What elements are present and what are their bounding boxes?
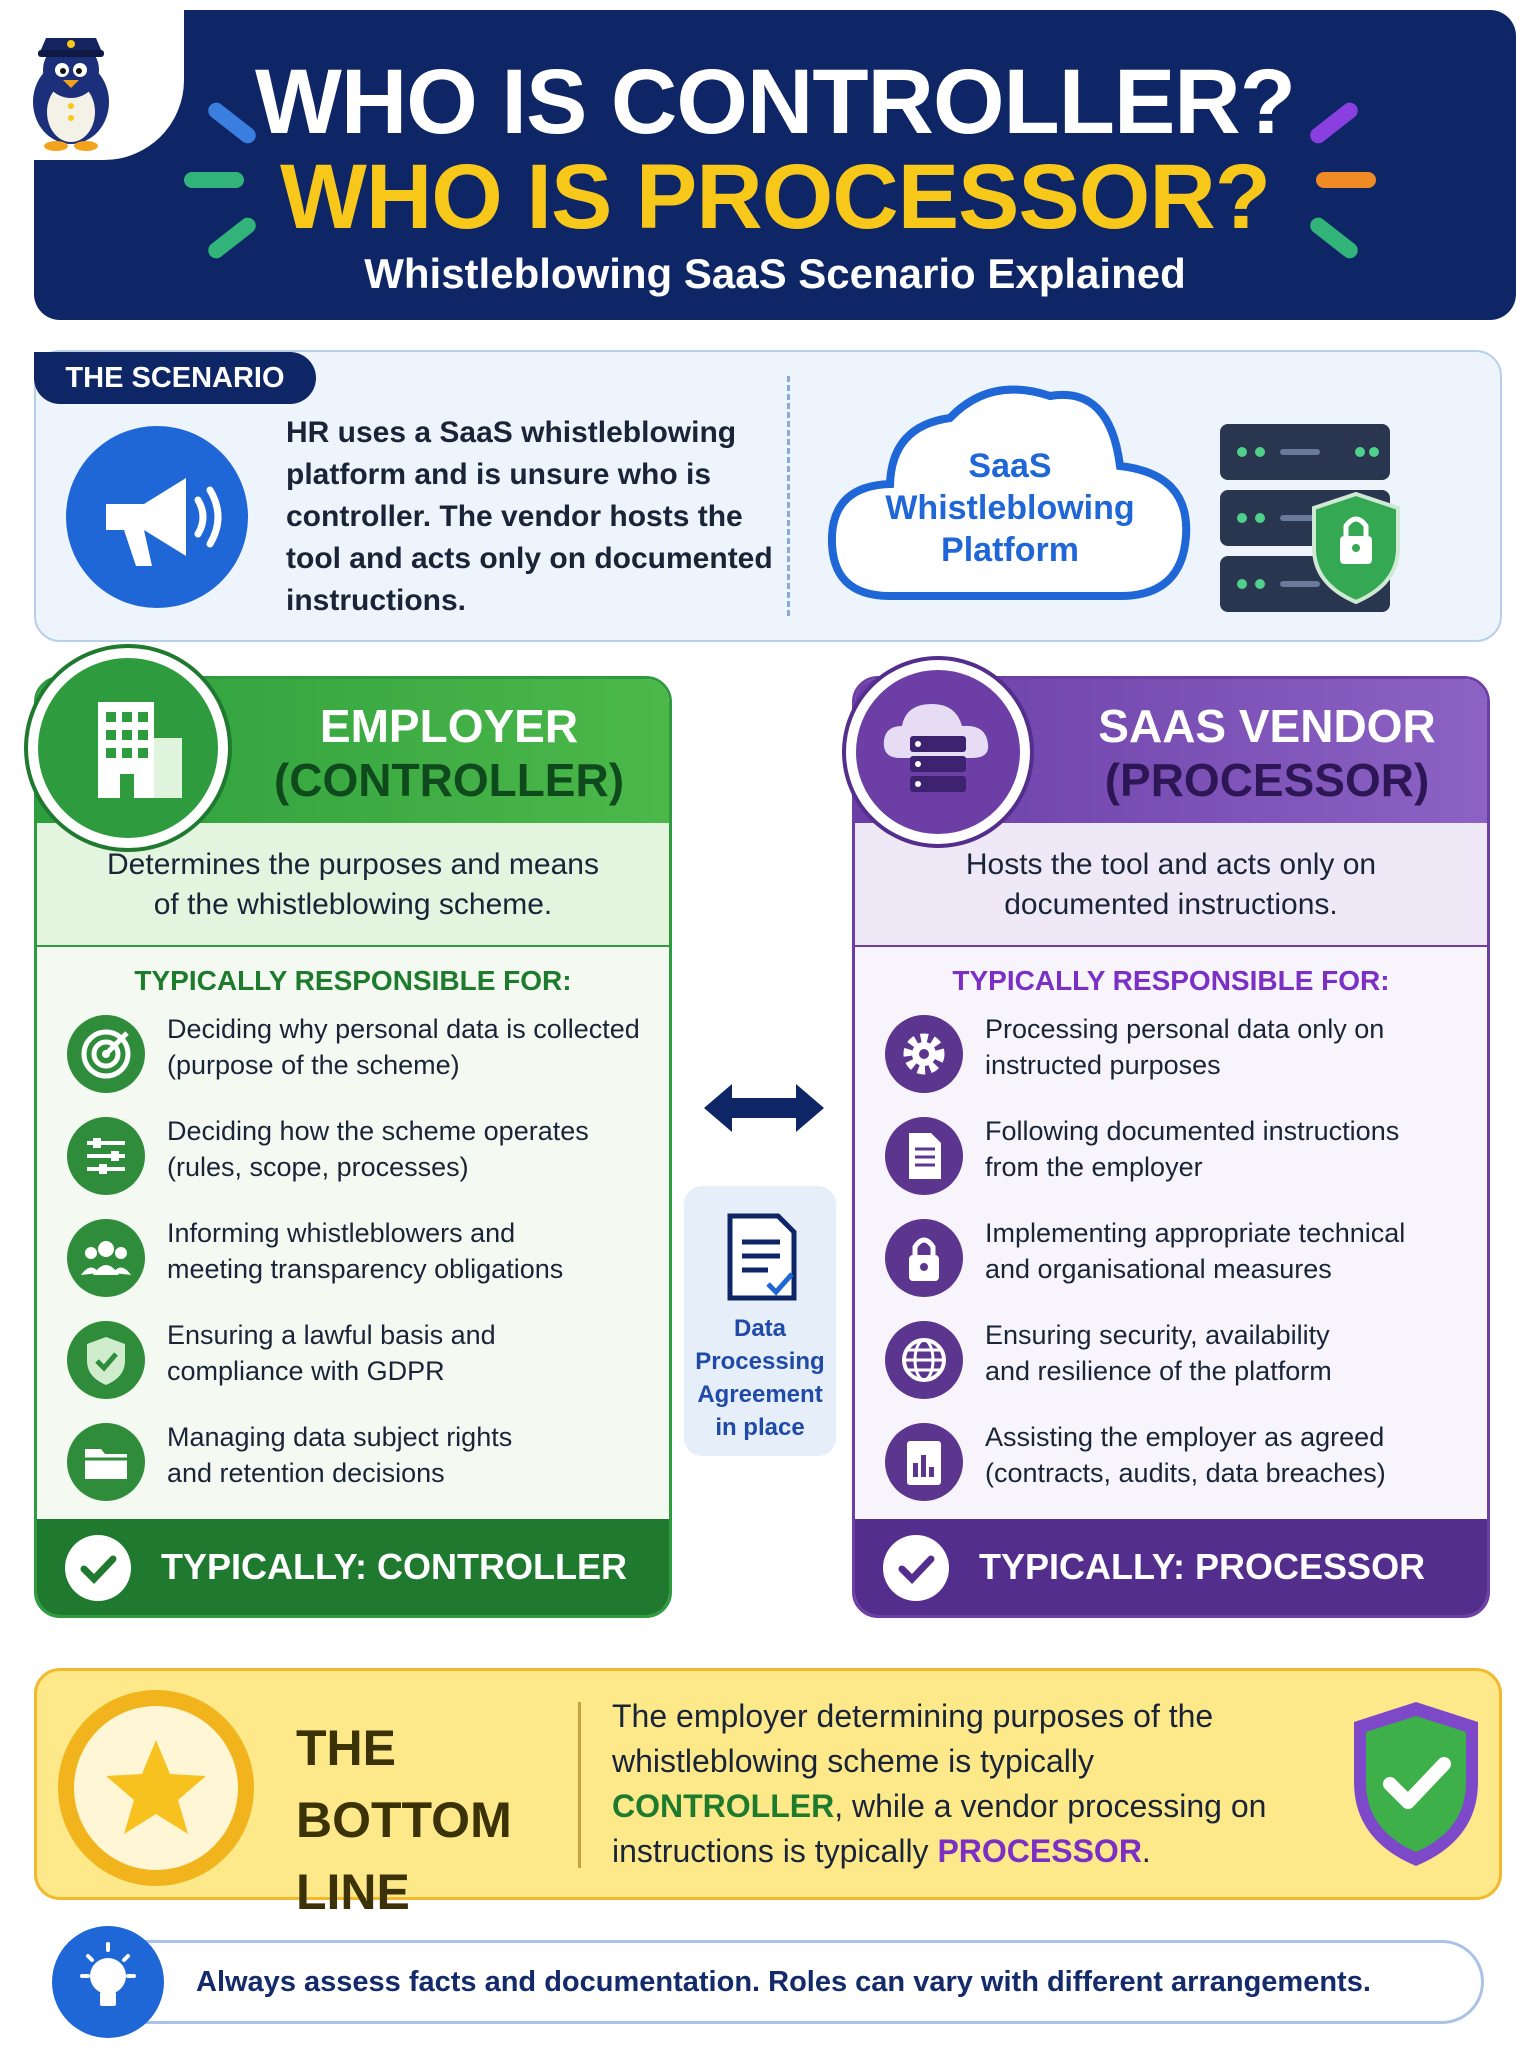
employer-role-text: (CONTROLLER) bbox=[273, 754, 625, 806]
sparkle-icon bbox=[1316, 172, 1376, 188]
item-line: Ensuring a lawful basis and bbox=[167, 1320, 496, 1350]
bottom-line-text-part: . bbox=[1141, 1833, 1151, 1869]
bottom-line-title-line: THE BOTTOM bbox=[296, 1720, 512, 1848]
keyword-controller: CONTROLLER bbox=[612, 1788, 835, 1824]
bottom-line-text bbox=[612, 1694, 1332, 1874]
tip-text: Always assess facts and documentation. Roles can vary with different arrangements. bbox=[196, 1966, 1371, 1998]
shield-check-icon bbox=[1346, 1696, 1486, 1872]
header-banner bbox=[34, 10, 1516, 320]
item-line: Deciding how the scheme operates bbox=[167, 1116, 589, 1146]
bottom-line-divider bbox=[578, 1702, 581, 1868]
agreement-document-icon bbox=[684, 1186, 836, 1306]
report-icon bbox=[885, 1423, 963, 1501]
vendor-item bbox=[885, 1215, 1465, 1299]
item-line: Ensuring security, availability bbox=[985, 1320, 1330, 1350]
server-icon bbox=[1220, 424, 1400, 614]
vendor-item bbox=[885, 1113, 1465, 1197]
vendor-item bbox=[885, 1317, 1465, 1401]
employer-item bbox=[67, 1419, 647, 1503]
vendor-description-line: documented instructions. bbox=[1004, 888, 1338, 921]
folder-icon bbox=[67, 1423, 145, 1501]
subtitle: Whistleblowing SaaS Scenario Explained bbox=[364, 250, 1186, 297]
cloud-label-line: Whistleblowing bbox=[885, 489, 1135, 527]
employer-description-line: of the whistleblowing scheme. bbox=[153, 888, 553, 921]
item-line: from the employer bbox=[985, 1152, 1203, 1182]
dpa-label-line: Processing bbox=[695, 1348, 825, 1375]
employer-item bbox=[67, 1011, 647, 1095]
vendor-description-line: Hosts the tool and acts only on bbox=[965, 848, 1377, 881]
item-line: instructed purposes bbox=[985, 1050, 1221, 1080]
employer-description-line: Determines the purposes and means bbox=[107, 848, 599, 881]
dpa-label bbox=[684, 1312, 836, 1444]
scenario-tag: THE SCENARIO bbox=[34, 352, 316, 404]
target-icon bbox=[67, 1015, 145, 1093]
item-line: Processing personal data only on bbox=[985, 1014, 1385, 1044]
item-line: and resilience of the platform bbox=[985, 1356, 1332, 1386]
scenario-description: HR uses a SaaS whistleblowing platform and is unsure who is controller. The vendor hosts the tool and acts only on documented instructions. bbox=[286, 416, 773, 617]
employer-footer bbox=[37, 1519, 669, 1615]
vendor-footer bbox=[855, 1519, 1487, 1615]
item-line: Deciding why personal data is collected bbox=[167, 1014, 640, 1044]
item-line: (contracts, audits, data breaches) bbox=[985, 1458, 1386, 1488]
vendor-title bbox=[1047, 699, 1487, 807]
vendor-footer-text: TYPICALLY: PROCESSOR bbox=[979, 1546, 1426, 1587]
building-icon bbox=[28, 648, 228, 848]
globe-icon bbox=[885, 1321, 963, 1399]
keyword-processor: PROCESSOR bbox=[937, 1833, 1142, 1869]
scenario-divider bbox=[787, 376, 790, 616]
cloud-label bbox=[855, 445, 1165, 571]
people-icon bbox=[67, 1219, 145, 1297]
cloud-label-line: Platform bbox=[941, 531, 1079, 569]
lock-icon bbox=[885, 1219, 963, 1297]
item-line: and retention decisions bbox=[167, 1458, 445, 1488]
dpa-label-line: Agreement bbox=[697, 1381, 823, 1408]
item-line: Managing data subject rights bbox=[167, 1422, 513, 1452]
megaphone-icon bbox=[66, 426, 248, 608]
employer-title-text: EMPLOYER bbox=[319, 700, 579, 752]
vendor-responsible-heading: TYPICALLY RESPONSIBLE FOR: bbox=[952, 965, 1390, 996]
vendor-item bbox=[885, 1011, 1465, 1095]
item-line: and organisational measures bbox=[985, 1254, 1332, 1284]
employer-responsible-heading: TYPICALLY RESPONSIBLE FOR: bbox=[134, 965, 572, 996]
bottom-line-text-part: , while a vendor processing on instructions is typically bbox=[612, 1788, 1267, 1869]
cloud-label-line: SaaS bbox=[968, 447, 1052, 485]
gear-icon bbox=[885, 1015, 963, 1093]
employer-title bbox=[229, 699, 669, 807]
vendor-role-text: (PROCESSOR) bbox=[1104, 754, 1430, 806]
dpa-label-line: in place bbox=[715, 1414, 805, 1441]
bottom-line-text-part: The employer determining purposes of the whistleblowing scheme is typically bbox=[612, 1698, 1214, 1779]
item-line: Informing whistleblowers and bbox=[167, 1218, 516, 1248]
vendor-item bbox=[885, 1419, 1465, 1503]
employer-item bbox=[67, 1317, 647, 1401]
lightbulb-icon bbox=[52, 1926, 164, 2038]
item-line: Following documented instructions bbox=[985, 1116, 1400, 1146]
penguin-mascot-icon bbox=[16, 22, 126, 152]
double-arrow-icon bbox=[700, 1080, 828, 1136]
cloud-server-icon bbox=[846, 660, 1030, 844]
document-icon bbox=[885, 1117, 963, 1195]
item-line: (purpose of the scheme) bbox=[167, 1050, 460, 1080]
bottom-line-title-line: LINE bbox=[296, 1864, 410, 1920]
star-icon bbox=[58, 1690, 254, 1886]
item-line: Assisting the employer as agreed bbox=[985, 1422, 1385, 1452]
item-line: Implementing appropriate technical bbox=[985, 1218, 1406, 1248]
dpa-label-line: Data bbox=[733, 1315, 787, 1342]
item-line: meeting transparency obligations bbox=[167, 1254, 564, 1284]
check-icon bbox=[65, 1535, 131, 1601]
shield-check-icon bbox=[67, 1321, 145, 1399]
check-icon bbox=[883, 1535, 949, 1601]
sliders-icon bbox=[67, 1117, 145, 1195]
bottom-line-title bbox=[296, 1712, 566, 1928]
item-line: compliance with GDPR bbox=[167, 1356, 445, 1386]
title-line-1: WHO IS CONTROLLER? bbox=[255, 51, 1295, 153]
sparkle-icon bbox=[184, 172, 244, 188]
vendor-title-text: SAAS VENDOR bbox=[1098, 700, 1436, 752]
employer-item bbox=[67, 1113, 647, 1197]
employer-item bbox=[67, 1215, 647, 1299]
employer-footer-text: TYPICALLY: CONTROLLER bbox=[161, 1546, 627, 1587]
item-line: (rules, scope, processes) bbox=[167, 1152, 469, 1182]
title-line-2: WHO IS PROCESSOR? bbox=[280, 146, 1270, 248]
